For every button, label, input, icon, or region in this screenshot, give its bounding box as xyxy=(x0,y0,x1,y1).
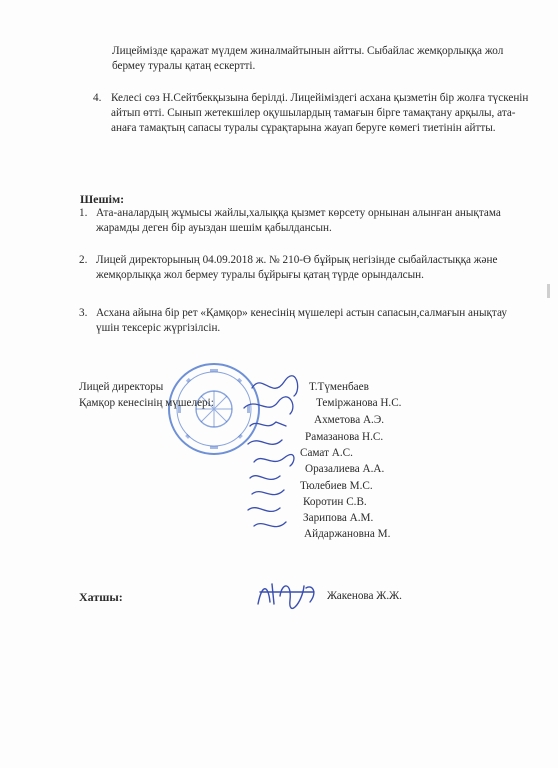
board-member-name: Теміржанова Н.С. xyxy=(316,397,402,409)
board-member-name: Рамазанова Н.С. xyxy=(305,431,384,443)
board-member-name: Самат А.С. xyxy=(300,447,353,459)
item-number: 4. xyxy=(93,92,102,104)
page-mark xyxy=(547,284,550,298)
secretary-label: Хатшы: xyxy=(79,590,123,604)
secretary-name: Жакенова Ж.Ж. xyxy=(327,590,402,602)
decision-item-3 xyxy=(79,306,509,336)
director-label: Лицей директоры xyxy=(79,381,164,393)
decision-text: Лицей директорының 04.09.2018 ж. № 210-Ө бұйрық негізінде сыбайластыққа және жемқорлыққа жол бермеу туралы бұйрығы қатаң түрде орындалсын. xyxy=(96,254,498,281)
decision-number: 3. xyxy=(79,307,88,319)
board-member-name: Зарипова А.М. xyxy=(303,512,374,524)
board-member-name: Ахметова А.Э. xyxy=(314,414,385,426)
decision-text: Асхана айына бір рет «Қамқор» кенесінің мүшелері астын сапасын,салмағын анықтау үшін тексеріс жүргізілсін. xyxy=(96,307,507,334)
minutes-item-4 xyxy=(93,91,533,136)
paragraph-continuation: Лицеймізде қаражат мүлдем жиналмайтынын айтты. Сыбайлас жемқорлыққа жол бермеу туралы қатаң ескертті. xyxy=(112,45,504,72)
item-text: Келесі сөз Н.Сейтбекқызына берілді. Лицейіміздегі асхана қызметін бір жолға түскенін айтып өтті. Сынып жетекшілер оқушылардың тамағын бірге тамақтану арқылы, ата-анаға тамақтың сапасы туралы сұрақтарына жауап беруге көмегі тиетінін айтты. xyxy=(111,92,529,134)
decision-heading: Шешім: xyxy=(80,192,125,206)
decision-number: 2. xyxy=(79,254,88,266)
decision-text: Ата-аналардың жұмысы жайлы,халыққа қызмет көрсету орнынан алынған анықтама жарамды деген бір ауыздан шешім қабылдансын. xyxy=(96,207,501,234)
board-member-name: Коротин С.В. xyxy=(303,496,367,508)
decision-number: 1. xyxy=(79,207,88,219)
board-member-name: Айдаржановна М. xyxy=(304,528,391,540)
decision-item-2 xyxy=(79,253,509,283)
board-members-label: Қамқор кенесінің мүшелері: xyxy=(79,397,214,409)
secretary-signature-icon xyxy=(252,574,322,614)
decision-item-1 xyxy=(79,206,509,236)
board-member-name: Тюлебиев М.С. xyxy=(300,480,373,492)
director-name: Т.Түменбаев xyxy=(309,381,369,393)
board-member-name: Оразалиева А.А. xyxy=(305,463,385,475)
